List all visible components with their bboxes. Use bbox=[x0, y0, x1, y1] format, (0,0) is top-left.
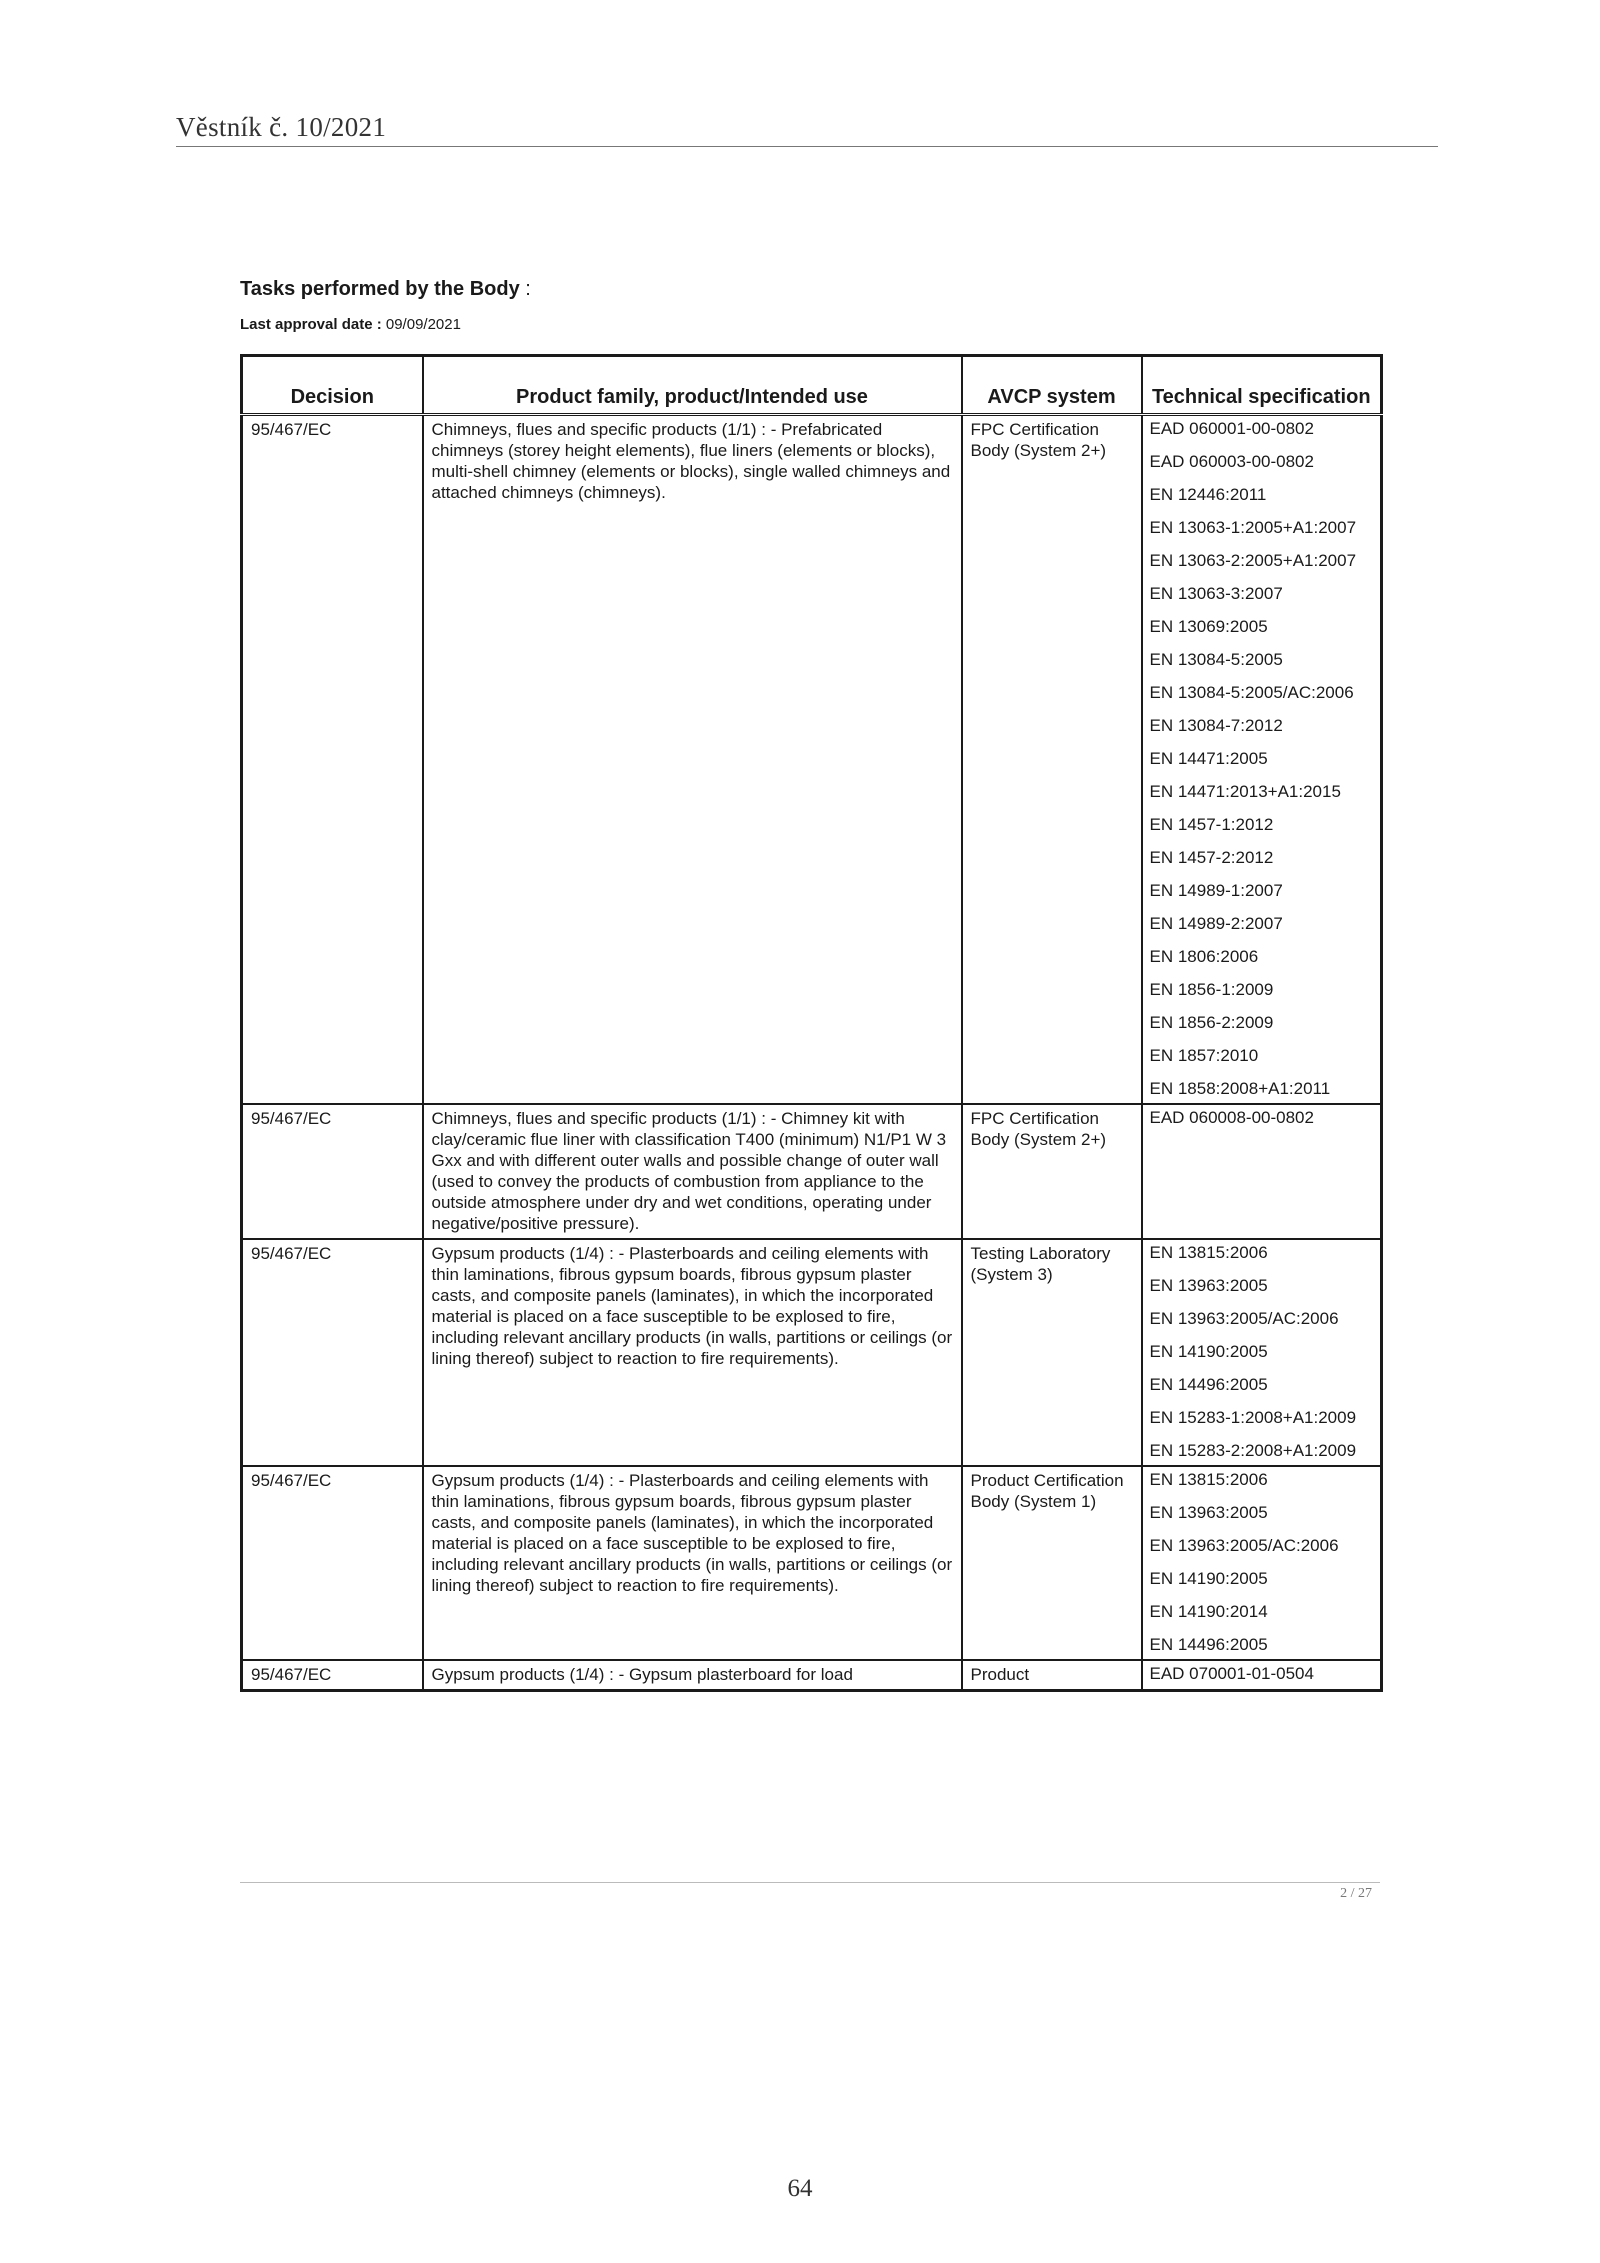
decision-cell: 95/467/EC bbox=[242, 1239, 423, 1466]
avcp-cell: Product Certification Body (System 1) bbox=[962, 1466, 1142, 1660]
specification-item: EAD 060003-00-0802 bbox=[1149, 452, 1314, 471]
specification-item: EN 14471:2013+A1:2015 bbox=[1149, 782, 1341, 801]
page-number: 64 bbox=[787, 2175, 813, 2202]
product-cell: Chimneys, flues and specific products (1/1) : - Prefabricated chimneys (storey height elements), flue liners (elements or blocks), multi-shell chimney (elements or blocks), single walled chimneys and attached chimneys (chimneys). bbox=[423, 415, 962, 1105]
specification-cell bbox=[1142, 1239, 1382, 1466]
tasks-table bbox=[240, 354, 1383, 1692]
specification-item: EN 1858:2008+A1:2011 bbox=[1149, 1079, 1331, 1098]
specification-cell bbox=[1142, 1660, 1382, 1691]
specification-item: EN 13084-5:2005 bbox=[1149, 650, 1283, 669]
decision-cell: 95/467/EC bbox=[242, 1466, 423, 1660]
column-header-avcp: AVCP system bbox=[962, 356, 1142, 415]
specification-cell bbox=[1142, 415, 1382, 1105]
specification-cell bbox=[1142, 1104, 1382, 1239]
specification-item: EN 12446:2011 bbox=[1149, 485, 1267, 504]
table-header-row bbox=[242, 356, 1382, 415]
column-header-specification: Technical specification bbox=[1142, 356, 1382, 415]
product-cell: Chimneys, flues and specific products (1/1) : - Chimney kit with clay/ceramic flue liner with classification T400 (minimum) N1/P1 W 3 Gxx and with different outer walls and possible change of outer wall (used to convey the products of combustion from appliance to the outside atmosphere under dry and wet conditions, operating under negative/positive pressure). bbox=[423, 1104, 962, 1239]
specification-item: EAD 070001-01-0504 bbox=[1149, 1664, 1314, 1683]
specification-item: EN 14989-2:2007 bbox=[1149, 914, 1283, 933]
approval-date-label: Last approval date : bbox=[240, 316, 382, 333]
approval-date-value: 09/09/2021 bbox=[381, 316, 461, 333]
specification-item: EN 1856-1:2009 bbox=[1149, 980, 1274, 999]
specification-item: EN 13963:2005 bbox=[1149, 1276, 1268, 1295]
specification-item: EN 1857:2010 bbox=[1149, 1046, 1259, 1065]
specification-item: EN 15283-2:2008+A1:2009 bbox=[1149, 1441, 1357, 1460]
specification-item: EN 13963:2005/AC:2006 bbox=[1149, 1536, 1339, 1555]
specification-item: EN 13063-3:2007 bbox=[1149, 584, 1283, 603]
tasks-table-body bbox=[242, 415, 1382, 1691]
table-row bbox=[242, 1466, 1382, 1660]
specification-item: EN 1856-2:2009 bbox=[1149, 1013, 1274, 1032]
specification-item: EN 14190:2005 bbox=[1149, 1569, 1268, 1588]
specification-item: EN 13963:2005/AC:2006 bbox=[1149, 1309, 1339, 1328]
page-header: Věstník č. 10/2021 bbox=[176, 112, 387, 142]
specification-item: EN 13063-2:2005+A1:2007 bbox=[1149, 551, 1357, 570]
avcp-cell: FPC Certification Body (System 2+) bbox=[962, 1104, 1142, 1239]
product-cell: Gypsum products (1/4) : - Plasterboards and ceiling elements with thin laminations, fibrous gypsum boards, fibrous gypsum plaster casts, and composite panels (laminates), in which the incorporated material is placed on a face susceptible to be explosed to fire, including relevant ancillary products (in walls, partitions or ceilings (or lining thereof) subject to reaction to fire requirements). bbox=[423, 1466, 962, 1660]
specification-item: EN 14989-1:2007 bbox=[1149, 881, 1283, 900]
column-header-product: Product family, product/Intended use bbox=[423, 356, 962, 415]
table-row bbox=[242, 1104, 1382, 1239]
decision-cell: 95/467/EC bbox=[242, 1104, 423, 1239]
specification-item: EN 13069:2005 bbox=[1149, 617, 1268, 636]
specification-item: EN 13063-1:2005+A1:2007 bbox=[1149, 518, 1357, 537]
specification-item: EAD 060008-00-0802 bbox=[1149, 1108, 1314, 1127]
footer-rule bbox=[240, 1882, 1380, 1883]
specification-item: EN 13963:2005 bbox=[1149, 1503, 1268, 1522]
section-title-text: Tasks performed by the Body bbox=[240, 278, 520, 300]
specification-item: EN 1457-1:2012 bbox=[1149, 815, 1274, 834]
header-rule bbox=[176, 146, 1438, 147]
decision-cell: 95/467/EC bbox=[242, 1660, 423, 1691]
table-row bbox=[242, 1239, 1382, 1466]
specification-item: EN 14496:2005 bbox=[1149, 1635, 1268, 1654]
specification-item: EN 14471:2005 bbox=[1149, 749, 1268, 768]
specification-item: EN 14190:2005 bbox=[1149, 1342, 1268, 1361]
avcp-cell: Testing Laboratory (System 3) bbox=[962, 1239, 1142, 1466]
specification-item: EN 14190:2014 bbox=[1149, 1602, 1268, 1621]
specification-item: EN 1806:2006 bbox=[1149, 947, 1259, 966]
table-row bbox=[242, 1660, 1382, 1691]
section-title bbox=[240, 278, 531, 301]
product-cell: Gypsum products (1/4) : - Plasterboards and ceiling elements with thin laminations, fibrous gypsum boards, fibrous gypsum plaster casts, and composite panels (laminates), in which the incorporated material is placed on a face susceptible to be explosed to fire, including relevant ancillary products (in walls, partitions or ceilings (or lining thereof) subject to reaction to fire requirements). bbox=[423, 1239, 962, 1466]
approval-date-line bbox=[240, 316, 461, 333]
avcp-cell: Product bbox=[962, 1660, 1142, 1691]
page-of-count: 2 / 27 bbox=[1340, 1886, 1372, 1901]
specification-item: EN 15283-1:2008+A1:2009 bbox=[1149, 1408, 1357, 1427]
section-title-colon: : bbox=[519, 278, 531, 300]
specification-item: EN 14496:2005 bbox=[1149, 1375, 1268, 1394]
specification-item: EN 13815:2006 bbox=[1149, 1243, 1268, 1262]
specification-cell bbox=[1142, 1466, 1382, 1660]
specification-item: EN 13084-5:2005/AC:2006 bbox=[1149, 683, 1354, 702]
specification-item: EN 13084-7:2012 bbox=[1149, 716, 1283, 735]
decision-cell: 95/467/EC bbox=[242, 415, 423, 1105]
specification-item: EAD 060001-00-0802 bbox=[1149, 419, 1314, 438]
product-cell: Gypsum products (1/4) : - Gypsum plasterboard for load bbox=[423, 1660, 962, 1691]
specification-item: EN 13815:2006 bbox=[1149, 1470, 1268, 1489]
table-row bbox=[242, 415, 1382, 1105]
column-header-decision: Decision bbox=[242, 356, 423, 415]
specification-item: EN 1457-2:2012 bbox=[1149, 848, 1274, 867]
avcp-cell: FPC Certification Body (System 2+) bbox=[962, 415, 1142, 1105]
